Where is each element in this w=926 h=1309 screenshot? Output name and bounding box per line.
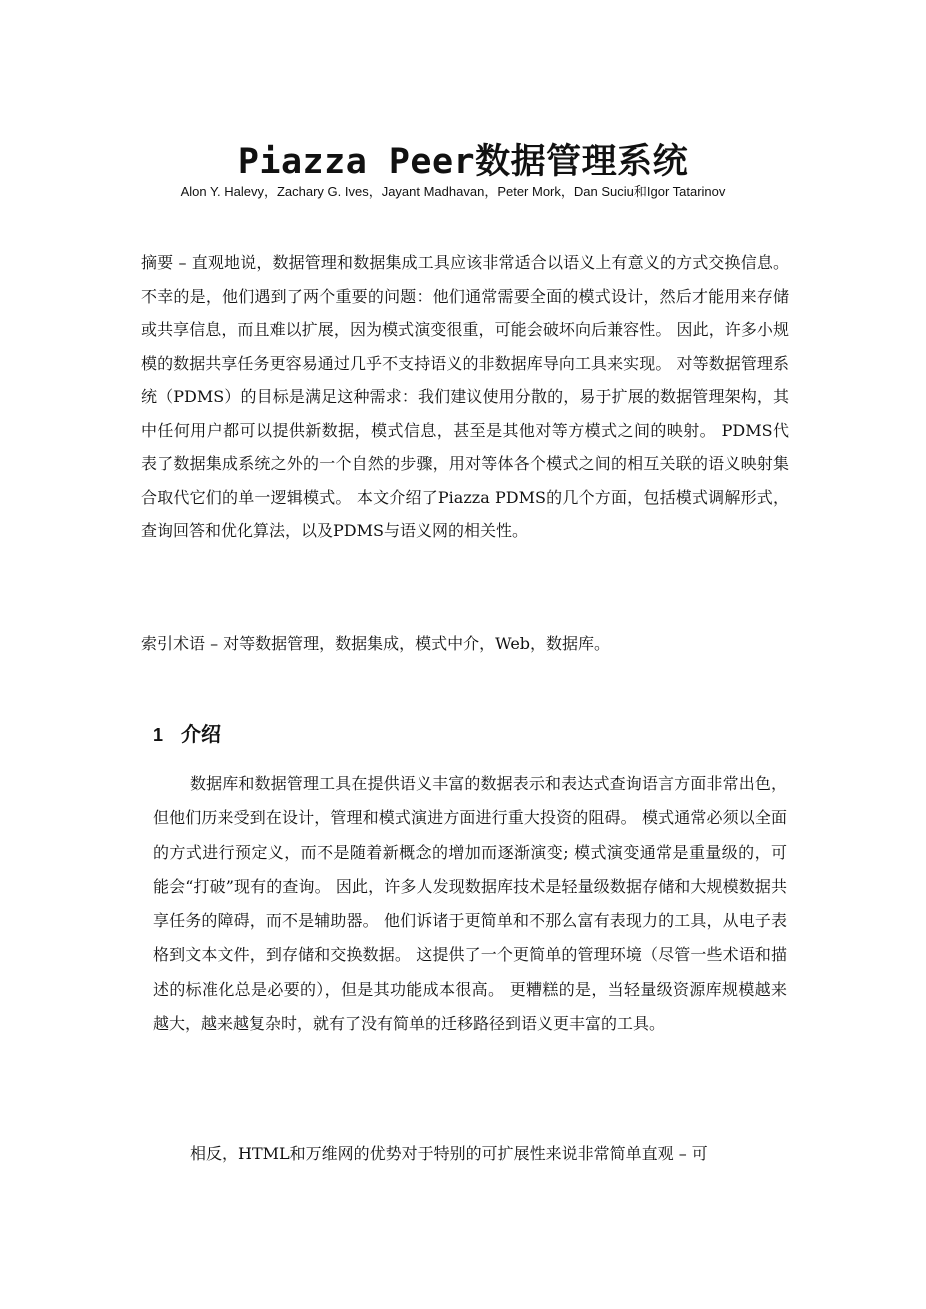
section-number: 1: [153, 725, 164, 745]
abstract-paragraph: 摘要 – 直观地说，数据管理和数据集成工具应该非常适合以语义上有意义的方式交换信息。 不幸的是，他们遇到了两个重要的问题：他们通常需要全面的模式设计，然后才能用来存储或共享信息，而且难以扩展，因为模式演变很重，可能会破坏向后兼容性。 因此，许多小规模的数据共享任务更容易通过几乎不支持语义的非数据库导向工具来实现。 对等数据管理系统（PDMS）的目标是满足这种需求：我们建议使用分散的，易于扩展的数据管理架构，其中任何用户都可以提供新数据，模式信息，甚至是其他对等方模式之间的映射。 PDMS代表了数据集成系统之外的一个自然的步骤，用对等体各个模式之间的相互关联的语义映射集合取代它们的单一逻辑模式。 本文介绍了Piazza PDMS的几个方面，包括模式调解形式，查询回答和优化算法，以及PDMS与语义网的相关性。: [141, 253, 789, 540]
intro-paragraph-2: 相反，HTML和万维网的优势对于特别的可扩展性来说非常简单直观 – 可: [190, 1144, 708, 1163]
author-list: Alon Y. Halevy，Zachary G. Ives，Jayant Madhavan，Peter Mork，Dan Suciu和Igor Tatarinov: [180, 184, 726, 199]
paper-title: Piazza Peer数据管理系统: [237, 142, 689, 183]
section-title: 介绍: [181, 724, 221, 746]
index-terms: 索引术语 – 对等数据管理，数据集成，模式中介，Web，数据库。: [141, 634, 611, 653]
intro-paragraph-1: 数据库和数据管理工具在提供语义丰富的数据表示和表达式查询语言方面非常出色，但他们历来受到在设计，管理和模式演进方面进行重大投资的阻碍。 模式通常必须以全面的方式进行预定义，而不是随着新概念的增加而逐渐演变; 模式演变通常是重量级的，可能会“打破”现有的查询。 因此，许多人发现数据库技术是轻量级数据存储和大规模数据共享任务的障碍，而不是辅助器。 他们诉诸于更简单和不那么富有表现力的工具，从电子表格到文本文件，到存储和交换数据。 这提供了一个更简单的管理环境（尽管一些术语和描述的标准化总是必要的），但是其功能成本很高。 更糟糕的是，当轻量级资源库规模越来越大，越来越复杂时，就有了没有简单的迁移路径到语义更丰富的工具。: [153, 774, 787, 1034]
section-heading: [153, 719, 221, 751]
